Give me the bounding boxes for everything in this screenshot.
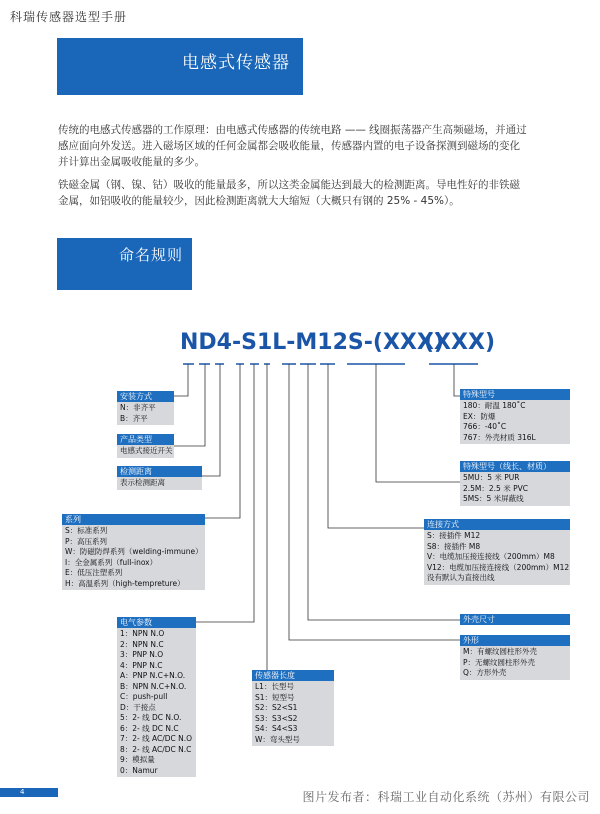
box-product-type: [117, 434, 174, 458]
paragraph-principle: 传统的电感式传感器的工作原理：由电感式传感器的传统电路 —— 线圈振荡器产生高频磁场，并通过感应面向外发送。进入磁场区域的任何金属都会吸收能量，传感器内置的电子设备探测到磁场的变化并计算出金属吸收能量的多少。: [58, 124, 527, 168]
box-title: 连接方式: [424, 519, 570, 530]
box-title: 特殊型号: [460, 389, 570, 400]
box-title: 特殊型号（线长、材质）: [460, 461, 570, 472]
box-item: 2.5M：2.5 米 PVC: [463, 483, 528, 493]
page-number: 4: [0, 788, 58, 797]
box-item: 4：PNP N.C: [120, 660, 163, 670]
box-item: S4：S4<S3: [255, 724, 298, 733]
box-item: V：电缆加压接连接线（200mm）M8: [427, 552, 555, 561]
box-item: 1：NPN N.O: [120, 629, 165, 638]
box-item: S2：S2<S1: [255, 703, 298, 712]
box-item: D：干接点: [120, 702, 156, 712]
box-title: 产品类型: [117, 434, 174, 445]
box-detect-distance: [117, 466, 202, 490]
box-title: 电气参数: [117, 617, 196, 628]
box-title: 安装方式: [117, 391, 174, 402]
box-shape: [460, 635, 570, 680]
box-item: I：全金属系列（full-inox）: [65, 557, 158, 567]
box-item: 7：2- 线 AC/DC N.O: [120, 734, 193, 743]
box-item: A：PNP N.C+N.O.: [120, 671, 186, 680]
box-item: 9：模拟量: [120, 755, 155, 764]
box-item: 3：PNP N.O: [120, 650, 164, 659]
box-title: 外壳尺寸: [460, 614, 570, 625]
box-item: M：有螺纹圆柱形外壳: [463, 647, 537, 656]
box-housing-size: [460, 614, 570, 625]
box-item: S1：短型号: [255, 692, 295, 702]
box-special-cable: [460, 461, 570, 506]
box-item: 180：耐温 180˚C: [463, 401, 526, 410]
box-item: 5：2- 线 DC N.O.: [120, 713, 182, 722]
box-connection: [424, 519, 570, 585]
box-install-type: [117, 391, 174, 425]
box-item: P：无螺纹圆柱形外壳: [463, 657, 536, 667]
box-item: 5MS：5 米屏蔽线: [463, 494, 524, 503]
box-item: H：高温系列（high-tempreture）: [65, 578, 185, 588]
box-item: S8：接插件 M8: [427, 541, 481, 551]
box-item: V12：电缆加压接连接线（200mm）M12: [427, 562, 570, 572]
model-code: ND4-S1L-M12S-(XXX): [180, 330, 444, 355]
box-special-model: [460, 389, 570, 444]
footer-publisher: 图片发布者：科瑞工业自动化系统（苏州）有限公司: [302, 790, 590, 804]
box-item: Q：方形外壳: [463, 668, 507, 677]
section-title: 命名规则: [119, 246, 184, 264]
box-item: W：防磁防焊系列（welding-immune）: [65, 547, 203, 556]
box-item: B：齐平: [120, 413, 148, 423]
box-item: S：标准系列: [65, 526, 108, 535]
box-item: 0：Namur: [120, 765, 158, 775]
box-item: E：低压注塑系列: [65, 568, 123, 577]
box-item: C：push-pull: [120, 692, 168, 701]
section-title: 电感式传感器: [182, 53, 290, 73]
box-item: EX：防爆: [463, 411, 496, 421]
box-electrical-params: [117, 617, 196, 777]
box-item: 767：外壳材质 316L: [463, 432, 536, 442]
box-item: 没有默认为直接出线: [427, 573, 495, 582]
box-item: S：接插件 M12: [427, 531, 481, 540]
box-sensor-length: [252, 670, 334, 746]
header-title: 科瑞传感器选型手册: [10, 10, 128, 24]
box-item: L1：长型号: [255, 682, 294, 691]
box-title: 外形: [460, 635, 570, 646]
box-title: 传感器长度: [252, 670, 334, 681]
box-title: 系列: [62, 514, 205, 525]
box-title: 检测距离: [117, 466, 202, 477]
box-item: B：NPN N.C+N.O.: [120, 681, 187, 691]
box-item: P：高压系列: [65, 536, 108, 546]
model-code-suffix: (XXX): [424, 330, 495, 355]
box-item: 2：NPN N.C: [120, 639, 164, 649]
box-item: 电感式接近开关: [120, 446, 173, 455]
box-item: 表示检测距离: [120, 478, 165, 487]
box-series: [62, 514, 205, 590]
box-item: W：弯头型号: [255, 734, 300, 744]
paragraph-metals: 铁磁金属（钢、镍、钴）吸收的能量最多，所以这类金属能达到最大的检测距离。导电性好的非铁磁金属，如铝吸收的能量较少，因此检测距离就大大缩短（大概只有钢的 25% - 45%）。: [58, 179, 520, 207]
box-item: N：非齐平: [120, 403, 156, 412]
box-item: 5MU：5 米 PUR: [463, 473, 520, 482]
box-item: 8：2- 线 AC/DC N.C: [120, 744, 192, 754]
box-item: 766：-40˚C: [463, 422, 507, 431]
box-item: S3：S3<S2: [255, 713, 298, 723]
box-item: 6：2- 线 DC N.C: [120, 723, 179, 733]
